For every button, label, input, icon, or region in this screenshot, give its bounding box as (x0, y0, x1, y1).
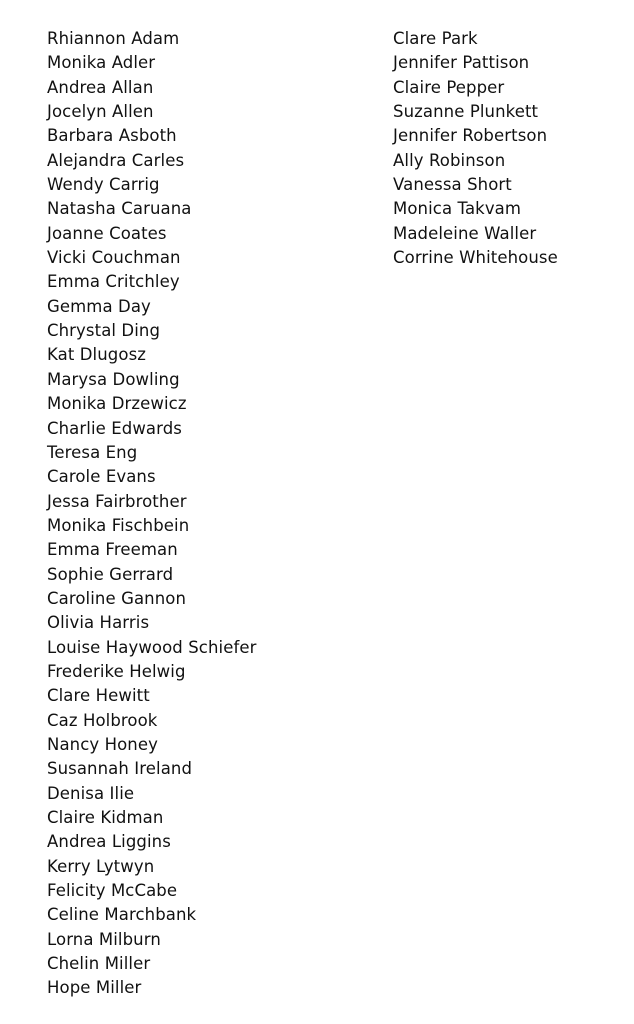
name-item: Emma Freeman (47, 540, 178, 560)
name-item: Monica Takvam (393, 199, 522, 219)
name-item: Kat Dlugosz (47, 345, 147, 365)
names-column-left (47, 27, 257, 1001)
name-item: Monika Adler (47, 53, 156, 73)
name-item: Rhiannon Adam (47, 29, 180, 48)
name-item: Natasha Caruana (47, 199, 192, 219)
name-item: Monika Fischbein (47, 515, 190, 535)
name-item: Denisa Ilie (47, 783, 135, 803)
name-item: Louise Haywood Schiefer (47, 637, 257, 657)
name-item: Madeleine Waller (393, 223, 537, 243)
name-item: Clare Hewitt (47, 686, 150, 706)
name-item: Carole Evans (47, 467, 156, 487)
name-item: Barbara Asboth (47, 126, 177, 146)
name-item: Claire Pepper (393, 77, 505, 97)
name-item: Marysa Dowling (47, 369, 180, 389)
name-item: Corrine Whitehouse (393, 248, 558, 268)
name-item: Andrea Liggins (47, 832, 171, 852)
name-item: Andrea Allan (47, 77, 154, 97)
name-item: Jessa Fairbrother (47, 491, 187, 511)
name-item: Jennifer Pattison (393, 53, 530, 73)
name-item: Joanne Coates (47, 223, 167, 243)
name-item: Jocelyn Allen (47, 102, 154, 122)
name-item: Charlie Edwards (47, 418, 183, 438)
name-item: Wendy Carrig (47, 175, 160, 195)
name-item: Nancy Honey (47, 734, 158, 754)
name-item: Gemma Day (47, 296, 151, 316)
name-item: Olivia Harris (47, 613, 150, 633)
name-item: Felicity McCabe (47, 881, 178, 901)
name-item: Ally Robinson (393, 150, 506, 170)
name-item: Chrystal Ding (47, 321, 161, 341)
name-item: Frederike Helwig (47, 661, 186, 681)
name-item: Celine Marchbank (47, 905, 197, 925)
names-column-right (393, 27, 558, 270)
name-item: Vanessa Short (393, 175, 512, 195)
name-item: Kerry Lytwyn (47, 856, 155, 876)
name-item: Emma Critchley (47, 272, 180, 292)
name-item: Teresa Eng (47, 442, 138, 462)
name-item: Chelin Miller (47, 954, 151, 974)
name-item: Claire Kidman (47, 808, 164, 827)
name-item: Clare Park (393, 29, 478, 48)
name-item: Caz Holbrook (47, 710, 158, 730)
name-item: Suzanne Plunkett (393, 102, 539, 122)
name-item: Jennifer Robertson (393, 126, 548, 146)
name-item: Vicki Couchman (47, 248, 181, 268)
name-item: Hope Miller (47, 978, 142, 998)
name-item: Alejandra Carles (47, 150, 185, 170)
name-item: Sophie Gerrard (47, 564, 174, 584)
name-item: Monika Drzewicz (47, 394, 187, 414)
name-item: Susannah Ireland (47, 759, 193, 779)
name-item: Caroline Gannon (47, 588, 187, 608)
name-item: Lorna Milburn (47, 929, 161, 949)
